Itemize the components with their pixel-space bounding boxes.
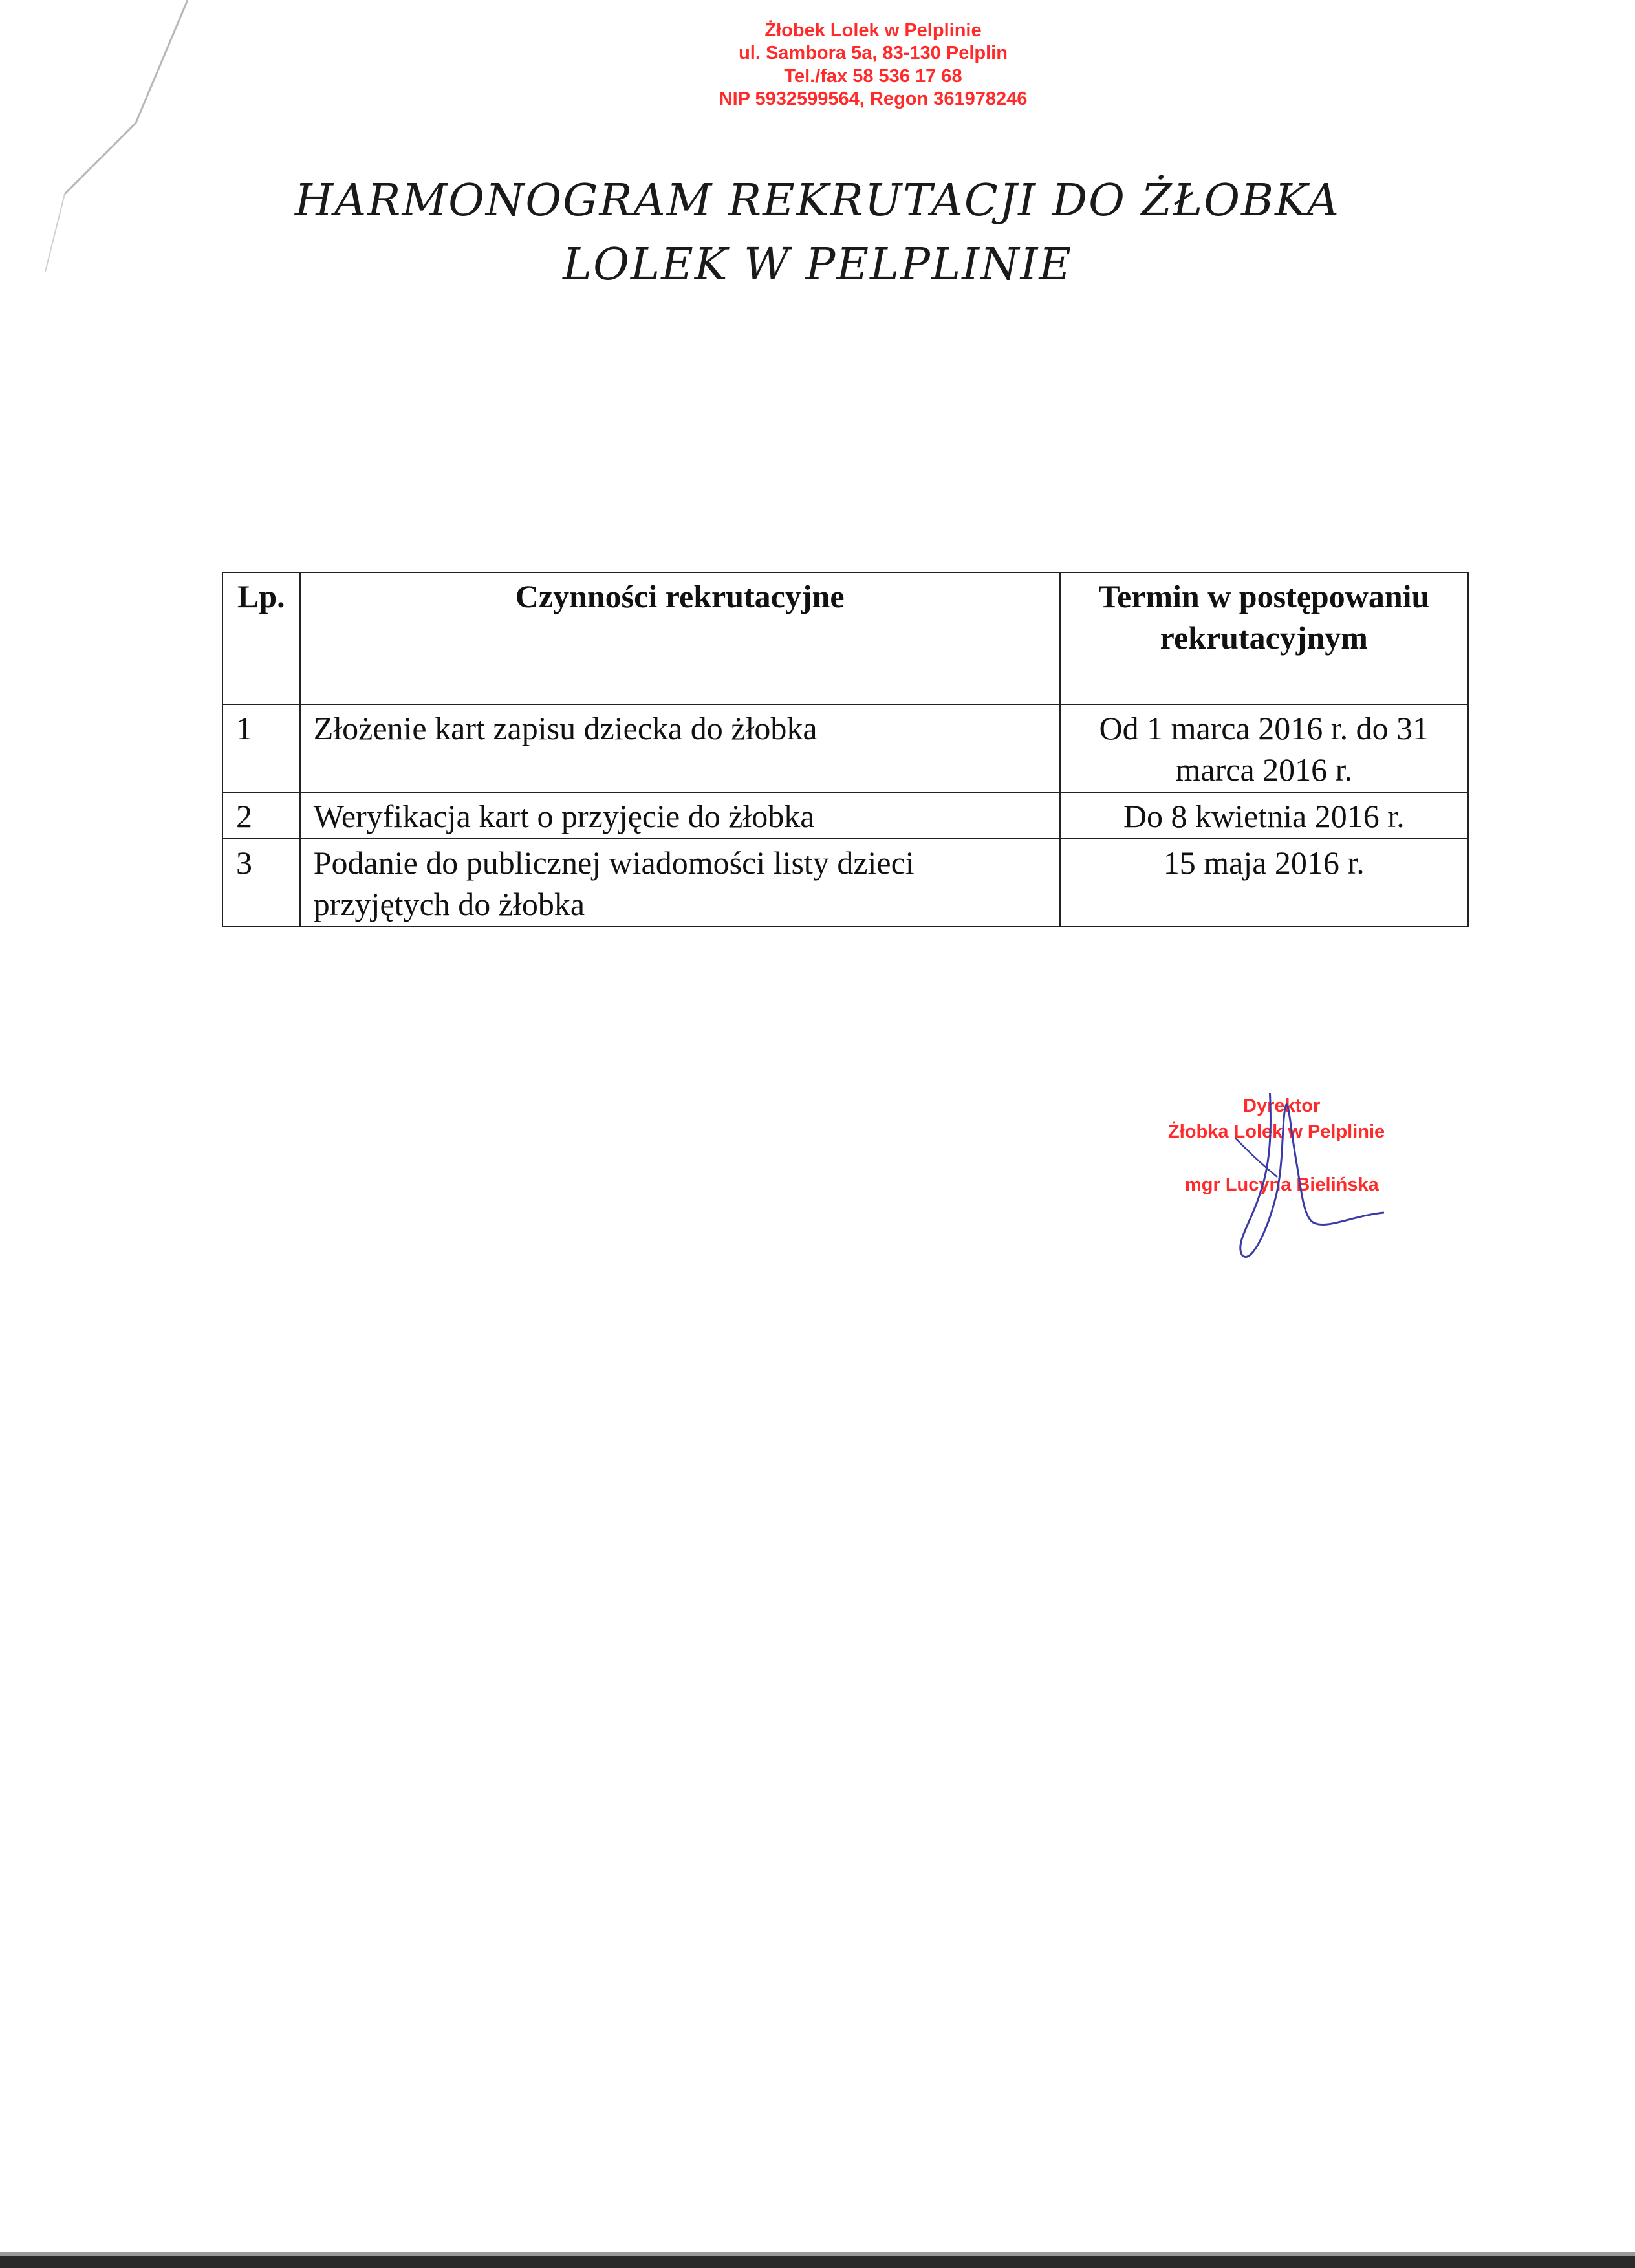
table-row <box>222 839 1468 927</box>
stamp-line-ids: NIP 5932599564, Regon 361978246 <box>719 89 1028 110</box>
title-line-1: HARMONOGRAM REKRUTACJI DO ŻŁOBKA <box>294 175 1341 226</box>
stamp-line-phone: Tel./fax 58 536 17 68 <box>784 65 962 87</box>
stamp-line-address: ul. Sambora 5a, 83-130 Pelplin <box>739 43 1008 64</box>
row-number: 1 <box>222 704 300 792</box>
table-row <box>222 792 1468 839</box>
document-title <box>194 169 1441 297</box>
recruitment-schedule-table <box>222 572 1469 927</box>
table-row <box>222 704 1468 792</box>
signature-role: Dyrektor <box>1243 1096 1321 1116</box>
signature-organization: Żłobka Lolek w Pelplinie <box>1168 1121 1385 1142</box>
signature-person: mgr Lucyna Bielińska <box>1185 1174 1379 1195</box>
row-term: 15 maja 2016 r. <box>1060 839 1468 927</box>
table-header-row <box>222 572 1468 704</box>
row-number: 3 <box>222 839 300 927</box>
scan-edge-mark <box>39 0 194 272</box>
header-lp: Lp. <box>222 572 300 704</box>
handwritten-signature-icon <box>1138 1093 1449 1261</box>
row-number: 2 <box>222 792 300 839</box>
scan-bottom-edge <box>0 2256 1635 2268</box>
header-term: Termin w postępowaniu rekrutacyjnym <box>1060 572 1468 704</box>
stamp-line-name: Żłobek Lolek w Pelplinie <box>764 20 982 41</box>
director-signature-stamp <box>1138 1093 1449 1261</box>
row-activity: Weryfikacja kart o przyjęcie do żłobka <box>300 792 1060 839</box>
institution-stamp <box>582 19 1164 111</box>
row-term: Do 8 kwietnia 2016 r. <box>1060 792 1468 839</box>
title-line-2: LOLEK W PELPLINIE <box>563 239 1072 290</box>
row-activity: Podanie do publicznej wiadomości listy dzieci przyjętych do żłobka <box>300 839 1060 927</box>
row-term: Od 1 marca 2016 r. do 31 marca 2016 r. <box>1060 704 1468 792</box>
header-activity: Czynności rekrutacyjne <box>300 572 1060 704</box>
row-activity: Złożenie kart zapisu dziecka do żłobka <box>300 704 1060 792</box>
